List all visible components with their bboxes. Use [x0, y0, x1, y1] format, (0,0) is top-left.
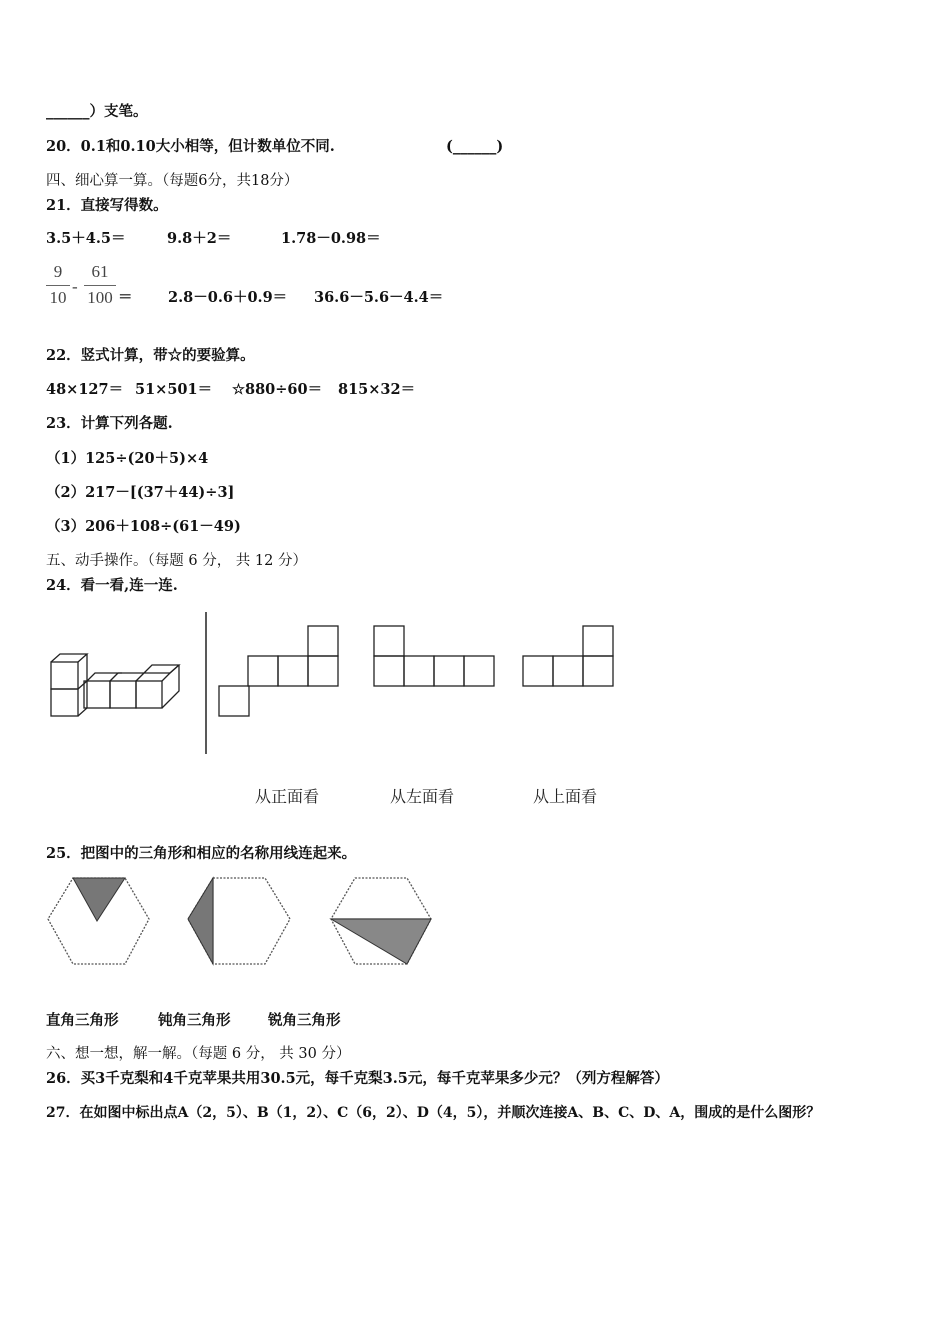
caption-front-view: 从正面看 — [255, 787, 320, 806]
q22-item-2: 51×501＝ — [135, 381, 213, 398]
fraction-numerator: 9 — [46, 262, 70, 286]
q21-title: 21．直接写得数。 — [46, 197, 168, 214]
section-6-heading: 六、想一想，解一解。（每题 6 分， 共 30 分） — [46, 1046, 351, 1062]
fraction-denominator: 10 — [49, 288, 67, 307]
q23-item-3: （3）206＋108÷(61－49) — [46, 518, 241, 535]
q23-item-2: （2）217－[(37＋44)÷3] — [46, 484, 235, 501]
caption-top-view: 从上面看 — [533, 787, 598, 806]
caption-left-view: 从左面看 — [390, 787, 455, 806]
q21-item-5: 2.8－0.6＋0.9＝ — [168, 289, 288, 306]
q21-item-2: 9.8＋2＝ — [167, 230, 232, 247]
section-5-heading: 五、动手操作。（每题 6 分， 共 12 分） — [46, 553, 307, 569]
q22-item-3: ☆880÷60＝ — [232, 381, 323, 398]
q22-title: 22．竖式计算，带☆的要验算。 — [46, 347, 255, 364]
q21-item-1: 3.5＋4.5＝ — [46, 230, 126, 247]
fraction-denominator: 100 — [87, 288, 113, 307]
label-acute-triangle: 锐角三角形 — [268, 1012, 341, 1029]
q22-item-4: 815×32＝ — [338, 381, 416, 398]
q23-title: 23．计算下列各题. — [46, 415, 173, 432]
equals-sign: ＝ — [118, 289, 133, 306]
q22-item-1: 48×127＝ — [46, 381, 124, 398]
q20-text: 20．0.1和0.10大小相等，但计数单位不同. — [46, 138, 335, 155]
section-4-heading: 四、细心算一算。（每题6分，共18分） — [46, 173, 299, 189]
q24-title: 24．看一看,连一连. — [46, 577, 178, 594]
q21-item-6: 36.6－5.6－4.4＝ — [314, 289, 444, 306]
q26-text: 26．买3千克梨和4千克苹果共用30.5元，每千克梨3.5元，每千克苹果多少元？（列方程解答） — [46, 1070, 669, 1087]
q20-answer-blank[interactable]: (______) — [446, 138, 504, 155]
label-right-triangle: 直角三角形 — [46, 1012, 119, 1029]
q19-tail: ______）支笔。 — [46, 103, 148, 120]
q27-text: 27．在如图中标出点A（2，5）、B（1，2）、C（6，2）、D（4，5），并顺次连接A、B、C、D、A，围成的是什么图形？ — [46, 1105, 821, 1121]
fraction-numerator: 61 — [84, 262, 116, 286]
label-obtuse-triangle: 钝角三角形 — [158, 1012, 231, 1029]
q21-item-3: 1.78－0.98＝ — [281, 230, 381, 247]
minus-sign: - — [72, 277, 78, 296]
q23-item-1: （1）125÷(20＋5)×4 — [46, 450, 209, 467]
q25-title: 25．把图中的三角形和相应的名称用线连起来。 — [46, 845, 357, 862]
